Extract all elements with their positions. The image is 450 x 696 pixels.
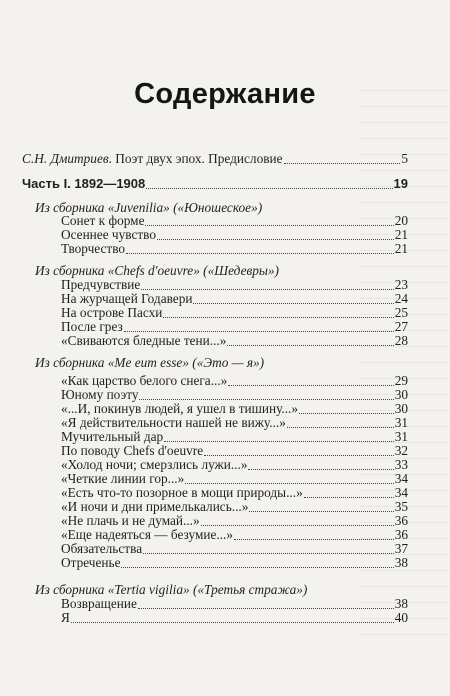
entry-title: «...И, покинув людей, я ушел в тишину...» <box>61 401 299 416</box>
page-number: 34 <box>394 471 408 486</box>
entry-title: «И ночи и дни примелькались...» <box>61 499 249 514</box>
page-number: 32 <box>394 443 408 458</box>
entry-title: На острове Пасхи <box>61 305 163 320</box>
entry-title: «Не плачь и не думай...» <box>61 513 200 528</box>
page-title: Содержание <box>134 78 316 110</box>
entry-title: «Есть что-то позорное в мощи природы...» <box>61 485 303 500</box>
section-heading: Из сборника «Tertia vigilia» («Третья стража») <box>35 582 308 597</box>
toc-intro-entry[interactable] <box>22 150 408 168</box>
part-label: Часть I. 1892—1908 <box>22 176 146 191</box>
page-number: 38 <box>394 596 408 611</box>
page-number: 36 <box>394 513 408 528</box>
entry-title: Предчувствие <box>61 277 141 292</box>
page-number: 40 <box>394 610 408 625</box>
entry-title: По поводу Chefs d'oeuvre <box>61 443 204 458</box>
entry-title: «Свиваются бледные тени...» <box>61 333 227 348</box>
entry-title: Осеннее чувство <box>61 227 157 242</box>
leader-dots <box>227 345 393 346</box>
page-number: 24 <box>394 291 408 306</box>
entry-title: «Четкие линии гор...» <box>61 471 185 486</box>
toc-entry[interactable] <box>61 332 408 350</box>
entry-title: Мучительный дар <box>61 429 164 444</box>
entry-title: На журчащей Годавери <box>61 291 193 306</box>
entry-title: «Еще надеяться — безумие...» <box>61 527 234 542</box>
toc-entry[interactable] <box>61 554 408 572</box>
page-number: 25 <box>394 305 408 320</box>
page-number: 30 <box>394 387 408 402</box>
entry-title: «Холод ночи; смерзлись лужи...» <box>61 457 248 472</box>
toc-part-heading[interactable] <box>22 175 408 193</box>
page-number: 31 <box>394 429 408 444</box>
section-heading: Из сборника «Me eum esse» («Это — я») <box>35 355 265 370</box>
page-number: 38 <box>394 555 408 570</box>
entry-title: Я <box>61 610 70 625</box>
intro-title: . Поэт двух эпох. Предисловие <box>108 151 283 166</box>
page-number: 29 <box>394 373 408 388</box>
entry-title: Сонет к форме <box>61 213 145 228</box>
toc-entry[interactable] <box>61 240 408 258</box>
toc-entry[interactable] <box>61 609 408 627</box>
entry-title: Творчество <box>61 241 126 256</box>
page-number: 34 <box>394 485 408 500</box>
section-heading: Из сборника «Chefs d'oeuvre» («Шедевры») <box>35 263 279 278</box>
page-number: 37 <box>394 541 408 556</box>
page-number: 27 <box>394 319 408 334</box>
leader-dots <box>71 622 394 623</box>
page-number: 33 <box>394 457 408 472</box>
leader-dots <box>284 163 401 164</box>
section-heading: Из сборника «Juvenilia» («Юношеское») <box>35 200 263 215</box>
page-number: 23 <box>394 277 408 292</box>
entry-title: Возвращение <box>61 596 137 611</box>
page-number: 21 <box>394 241 408 256</box>
entry-title: «Как царство белого снега...» <box>61 373 228 388</box>
entry-title: Отреченье <box>61 555 121 570</box>
leader-dots <box>121 567 393 568</box>
page-number: 19 <box>393 176 408 191</box>
page-number: 35 <box>394 499 408 514</box>
leader-dots <box>126 253 394 254</box>
entry-title: «Я действительности нашей не вижу...» <box>61 415 286 430</box>
page-number: 31 <box>394 415 408 430</box>
page-number: 36 <box>394 527 408 542</box>
page-number: 21 <box>394 227 408 242</box>
leader-dots <box>146 188 392 189</box>
page-number: 20 <box>394 213 408 228</box>
entry-title: Обязательства <box>61 541 143 556</box>
entry-title: Юному поэту <box>61 387 139 402</box>
entry-title: После грез <box>61 319 123 334</box>
page-number: 28 <box>394 333 408 348</box>
page-number: 30 <box>394 401 408 416</box>
page-number: 5 <box>401 151 408 166</box>
intro-author: С.Н. Дмитриев <box>22 151 109 166</box>
